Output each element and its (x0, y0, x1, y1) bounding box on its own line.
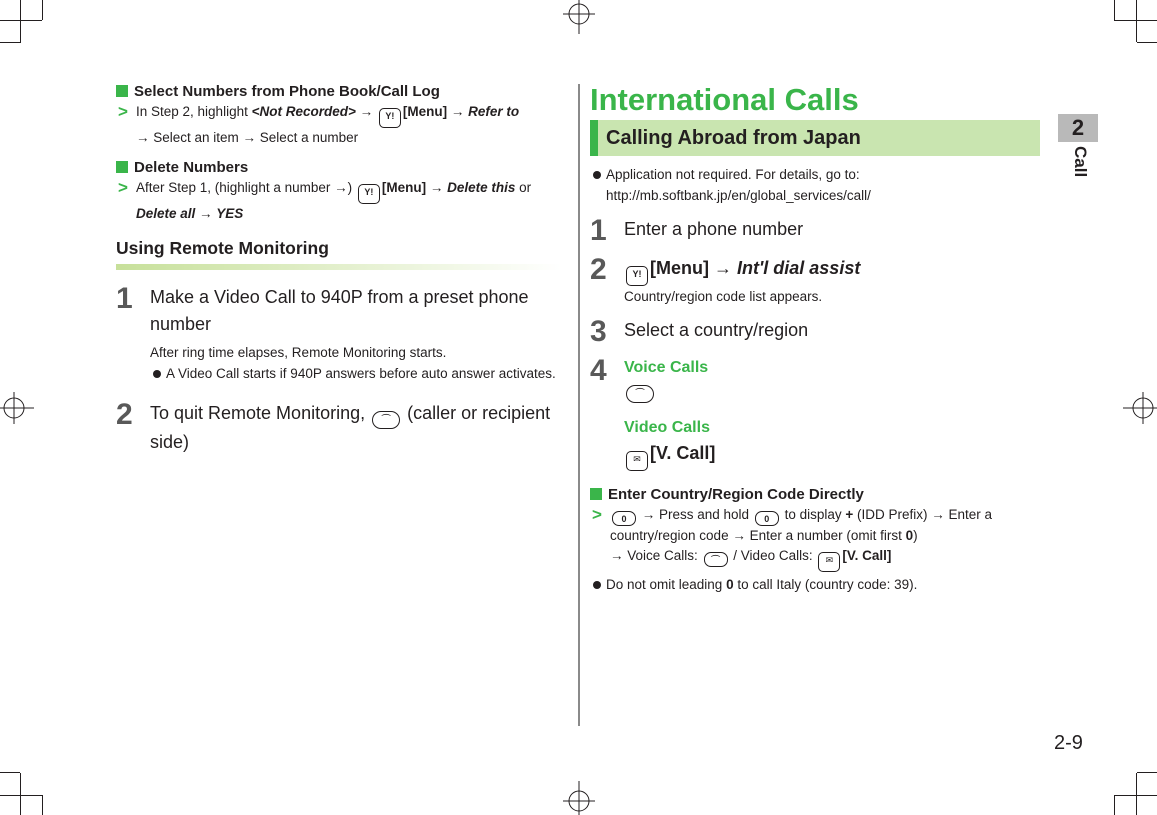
registration-mark-icon (1121, 390, 1157, 426)
section-band: Calling Abroad from Japan (590, 120, 1040, 156)
crop-mark (0, 20, 42, 21)
direct-heading-text: Enter Country/Region Code Directly (608, 485, 864, 503)
direct-t3: (IDD Prefix) → Enter a country/region code → Enter a number (omit first (610, 507, 993, 543)
remote-monitoring-title: Using Remote Monitoring (116, 238, 329, 258)
bullet2-zero: 0 (726, 577, 734, 592)
zero-key-icon: 0 (612, 511, 636, 526)
step-number: 2 (590, 253, 607, 286)
step-text (150, 400, 562, 456)
intl-step-3 (590, 315, 1040, 348)
zero-key-icon: 0 (755, 511, 779, 526)
chapter-label-text: Call (1071, 146, 1090, 178)
select-numbers-instruction (116, 102, 562, 148)
step-text: Make a Video Call to 940P from a preset phone number (150, 287, 529, 334)
info-bullet (590, 164, 1040, 206)
send-key-icon: ⌒ (704, 552, 728, 567)
direct-t2: to display (780, 507, 846, 522)
italy-bullet (590, 574, 1040, 595)
del-this: Delete this (447, 180, 516, 195)
step-sub: After ring time elapses, Remote Monitoring starts. (150, 345, 447, 360)
sel-not-recorded: <Not Recorded> (251, 104, 356, 119)
remote-step-2 (116, 400, 562, 456)
end-key-icon: ⌒ (372, 411, 400, 429)
step-number: 4 (590, 354, 607, 387)
crop-mark (20, 773, 21, 815)
info-bullet-text: Application not required. For details, go to: (606, 167, 860, 182)
direct-vcall: [V. Call] (842, 548, 892, 563)
s4-vcall: [V. Call] (650, 443, 716, 463)
sel-line-2: → Select an item → Select a number (136, 130, 359, 145)
del-or: or (515, 180, 532, 195)
video-key-row (624, 440, 1040, 471)
crop-mark (0, 772, 20, 773)
page-number: 2-9 (1054, 732, 1083, 754)
sel-arrow-1: → (355, 104, 377, 119)
del-arrow: → (426, 180, 448, 195)
del-menu: [Menu] (381, 180, 427, 195)
direct-zero: 0 (905, 528, 914, 543)
step-number: 1 (116, 282, 133, 315)
select-numbers-heading (116, 80, 562, 102)
step-number: 3 (590, 315, 607, 348)
sel-menu: [Menu] (402, 104, 448, 119)
green-square-icon (116, 85, 128, 97)
yahoo-key-icon: Y! (358, 184, 380, 204)
registration-mark-icon (561, 0, 597, 36)
left-column (116, 80, 562, 456)
chevron-right-icon: > (592, 505, 602, 524)
direct-t5: → Voice Calls: (610, 548, 702, 563)
column-divider (578, 84, 580, 726)
right-column (590, 80, 1040, 595)
direct-t1: → Press and hold (638, 507, 753, 522)
yahoo-key-icon: Y! (379, 108, 401, 128)
crop-mark (42, 0, 43, 20)
bullet2-t2: to call Italy (country code: 39). (733, 577, 918, 592)
green-square-icon (116, 161, 128, 173)
step-number: 1 (590, 214, 607, 247)
intl-step-4 (590, 356, 1040, 471)
voice-key-row (624, 380, 1040, 410)
intl-step-1 (590, 214, 1040, 247)
crop-mark (1114, 20, 1157, 21)
chapter-label (1064, 146, 1094, 186)
crop-mark (1137, 42, 1157, 43)
step-sub: Country/region code list appears. (624, 289, 823, 304)
sel-refer-to: Refer to (468, 104, 520, 119)
step2-text-1: To quit Remote Monitoring, (150, 403, 371, 423)
info-url: http://mb.softbank.jp/en/global_services/call/ (606, 188, 871, 203)
crop-mark (20, 0, 21, 42)
delete-numbers-heading (116, 156, 562, 178)
mail-key-icon: ✉ (818, 552, 840, 572)
sel-arrow-2: → (447, 104, 469, 119)
page-title: International Calls (590, 82, 859, 117)
intl-step-2 (590, 255, 1040, 307)
remote-step-1 (116, 284, 562, 384)
crop-mark (0, 42, 20, 43)
video-calls-label: Video Calls (624, 419, 710, 436)
yahoo-key-icon: Y! (626, 266, 648, 286)
crop-mark (42, 795, 43, 815)
direct-t6: / Video Calls: (729, 548, 817, 563)
crop-mark (0, 795, 42, 796)
direct-heading (590, 483, 1040, 505)
crop-mark (1137, 772, 1157, 773)
step-text: Select a country/region (624, 320, 809, 340)
delete-numbers-instruction (116, 178, 562, 224)
registration-mark-icon (561, 779, 597, 815)
crop-mark (1136, 0, 1137, 42)
crop-mark (1114, 795, 1157, 796)
step-text (624, 255, 1040, 286)
step-bullet: A Video Call starts if 940P answers before auto answer activates. (150, 363, 562, 384)
direct-instruction (590, 505, 1040, 572)
step-number: 2 (116, 398, 133, 431)
send-key-icon: ⌒ (626, 385, 654, 403)
delete-numbers-heading-text: Delete Numbers (134, 158, 249, 176)
chevron-right-icon: > (118, 102, 128, 121)
step-text: Enter a phone number (624, 219, 804, 239)
step2-text-2: (caller or recipient side) (150, 403, 551, 452)
registration-mark-icon (0, 390, 36, 426)
voice-calls-label: Voice Calls (624, 359, 709, 376)
del-arrow-2: → (195, 206, 217, 221)
del-yes: YES (216, 206, 244, 221)
direct-t4: ) (913, 528, 918, 543)
del-text-1: After Step 1, (highlight a number →) (136, 180, 356, 195)
crop-mark (1114, 0, 1115, 20)
del-all: Delete all (136, 206, 196, 221)
bullet2-t1: Do not omit leading (606, 577, 727, 592)
direct-plus: + (845, 507, 854, 522)
select-numbers-heading-text: Select Numbers from Phone Book/Call Log (134, 82, 440, 100)
mail-key-icon: ✉ (626, 451, 648, 471)
s2-arrow: → (708, 258, 737, 278)
s2-assist: Int'l dial assist (737, 258, 861, 278)
chapter-number: 2 (1058, 114, 1098, 142)
green-square-icon (590, 488, 602, 500)
section-underline (116, 264, 562, 270)
crop-mark (20, 42, 21, 43)
sel-text-1: In Step 2, highlight (136, 104, 252, 119)
crop-mark (1114, 795, 1115, 815)
crop-mark (1136, 773, 1137, 815)
s2-menu: [Menu] (650, 258, 709, 278)
chevron-right-icon: > (118, 178, 128, 197)
